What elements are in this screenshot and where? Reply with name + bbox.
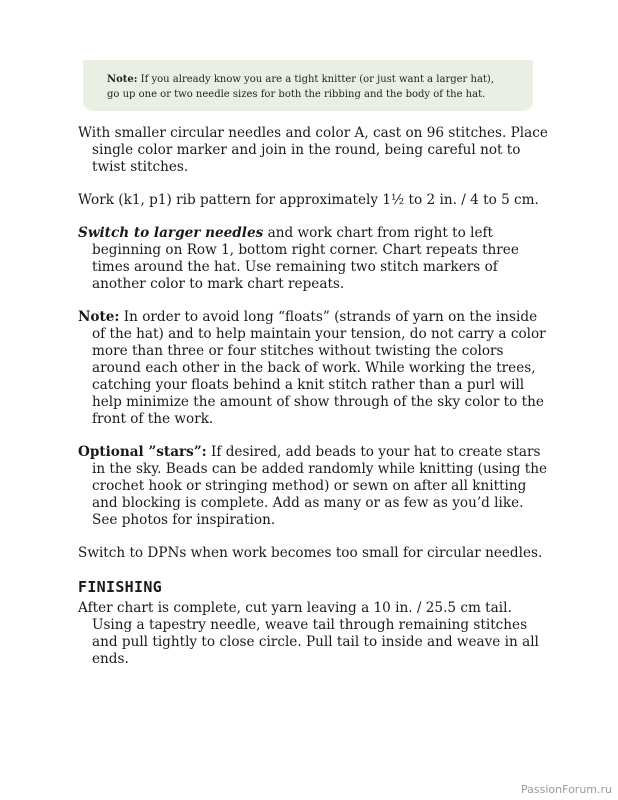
paragraph-text: Switch to DPNs when work becomes too small for circular needles. [78,545,543,561]
paragraph-text: With smaller circular needles and color A, cast on 96 stitches. Place single color marker and join in the round, being careful not to twist stitches. [78,125,548,175]
watermark: PassionForum.ru [521,783,612,796]
note-line-1: If you already know you are a tight knitter (or just want a larger hat), [137,74,494,85]
paragraph-switch-dpns [78,545,548,562]
instructions [78,125,548,684]
note-label: Note: [107,74,138,85]
paragraph-cast-on [78,125,548,176]
note-text [107,72,527,102]
paragraph-text: and work chart from right to left beginning on Row 1, bottom right corner. Chart repeats three times around the hat. Use remaining two stitch markers of another color to mark chart repeats. [92,225,519,292]
paragraph-lead: Note: [78,309,120,325]
paragraph-text: In order to avoid long “floats” (strands of yarn on the inside of the hat) and to help maintain your tension, do not carry a color more than three or four stitches without twisting the colors around each other in the back of work. While working the trees, catching your floats behind a knit stitch rather than a purl will help minimize the amount of show through of the sky color to the front of the work. [92,309,546,427]
note-callout [83,60,533,111]
paragraph-finishing [78,600,548,668]
paragraph-rib [78,192,548,209]
paragraph-switch-needles [78,225,548,293]
paragraph-lead: Switch to larger needles [78,225,264,241]
paragraph-lead: Optional ”stars”: [78,444,207,460]
paragraph-floats-note [78,309,548,428]
note-line-2: go up one or two needle sizes for both the ribbing and the body of the hat. [107,89,486,100]
paragraph-text: Work (k1, p1) rib pattern for approximately 1½ to 2 in. / 4 to 5 cm. [78,192,539,208]
paragraph-text: After chart is complete, cut yarn leaving a 10 in. / 25.5 cm tail. Using a tapestry needle, weave tail through remaining stitches and pull tightly to close circle. Pull tail to inside and weave in all ends. [78,600,539,667]
finishing-heading: FINISHING [78,578,162,596]
paragraph-text: If desired, add beads to your hat to create stars in the sky. Beads can be added randomly while knitting (using the crochet hook or stringing method) or sewn on after all knitting and blocking is complete. Add as many or as few as you’d like. See photos for inspiration. [92,444,548,528]
paragraph-optional-stars [78,444,548,529]
